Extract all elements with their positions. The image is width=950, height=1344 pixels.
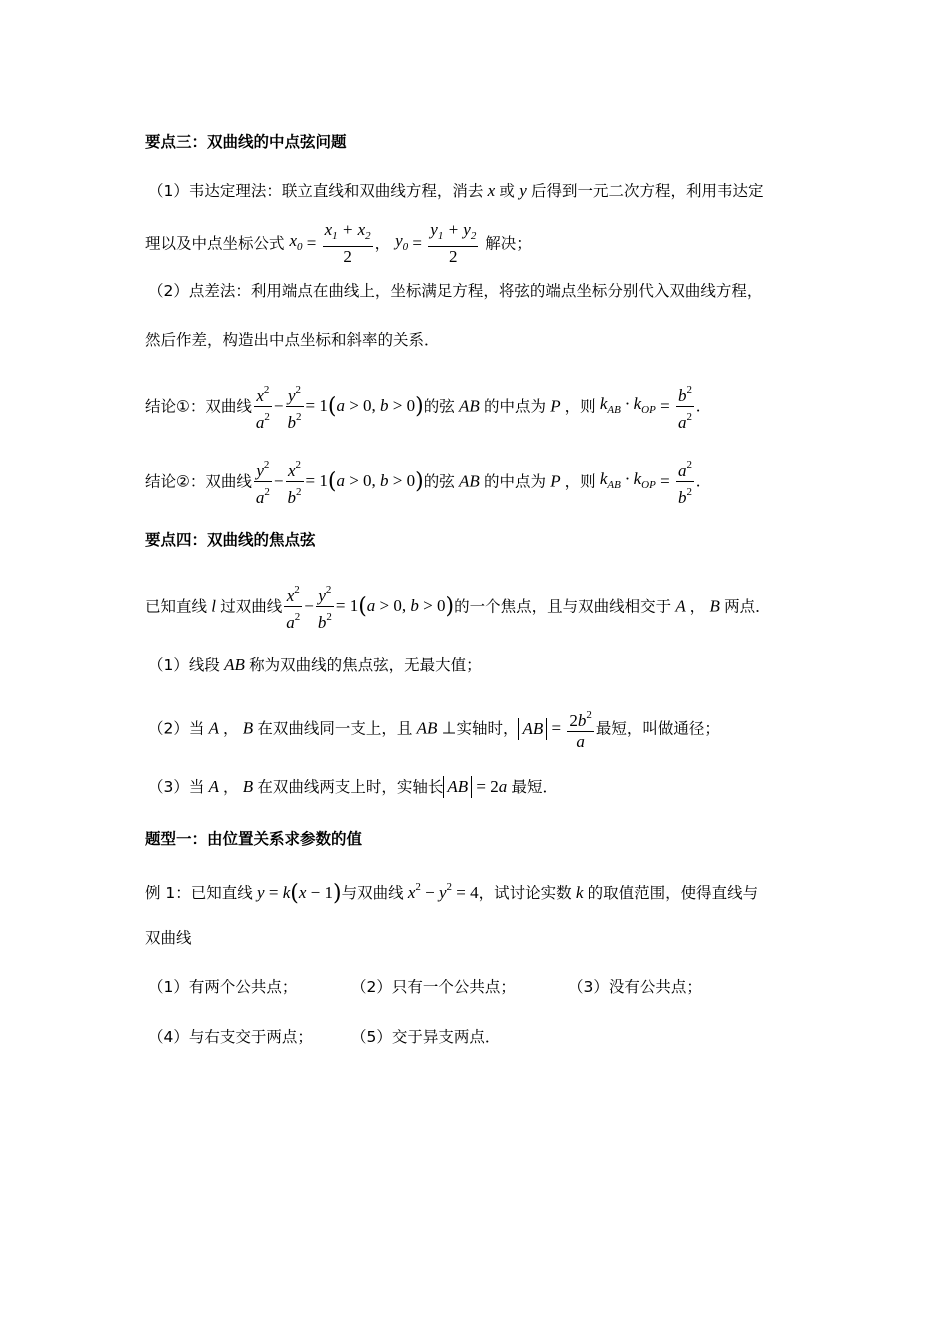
text: （2）当 [148, 719, 205, 738]
text: 的中点为 [484, 397, 547, 416]
text: 后得到一元二次方程，利用韦达定 [530, 182, 764, 200]
paragraph-vieta-method: （1）韦达定理法：联立直线和双曲线方程，消去 x 或 y 后得到一元二次方程，利用韦达定 [148, 181, 764, 200]
text: 例 1：已知直线 [145, 884, 253, 902]
example-1-cont: 双曲线 [145, 929, 192, 947]
text: 最短，叫做通径； [595, 719, 720, 738]
text: 的一个焦点，且与双曲线相交于 [454, 597, 672, 616]
fraction: $\frac{y_1 + y_2}{2}$ [430, 220, 477, 266]
text: 两点． [724, 597, 771, 616]
focal-item-3: （3）当 A ， B 在双曲线两支上时，实轴长 AB = 2a 最短． [148, 777, 559, 796]
text: ，则 [564, 397, 596, 416]
example-1: 例 1：已知直线 y = k(x − 1)与双曲线 $x^2 - y^2 = 4$，试讨论实数 k 的取值范围，使得直线与 [145, 881, 759, 906]
text: ，则 [564, 472, 596, 491]
text: 已知直线 [145, 597, 208, 616]
paragraph-point-difference-cont: 然后作差，构造出中点坐标和斜率的关系． [145, 331, 440, 349]
section-title-parameter-values: 题型一：由位置关系求参数的值 [145, 830, 363, 848]
option-4: （4）与右支交于两点； [148, 1028, 313, 1046]
paragraph-midpoint-formula: 理以及中点坐标公式 $x_0$ = $\frac{x_1 + x_2}{2}$ ， $y_0$ = $\frac{y_1 + y_2}{2}$ 解决； [145, 220, 532, 266]
section-title-focal-chord: 要点四：双曲线的焦点弦 [145, 531, 316, 549]
text: 结论①：双曲线 [145, 397, 252, 416]
section-title-midpoint-chord: 要点三：双曲线的中点弦问题 [145, 133, 347, 151]
option-5: （5）交于异支两点． [351, 1028, 501, 1046]
text: 理以及中点坐标公式 [145, 234, 285, 253]
option-2: （2）只有一个公共点； [351, 978, 516, 996]
conclusion-1: 结论①：双曲线 $\frac{x^2}{a^2}$ − $\frac{y^2}{b^2}$ = 1(a > 0, b > 0)的弦 AB 的中点为 P ，则 $k_{AB} \cdot k_{OP}$ = $\frac{b^2}{a^2}$ . [145, 380, 700, 433]
text: 或 [499, 182, 515, 200]
text: 的弦 [423, 472, 455, 491]
conclusion-2: 结论②：双曲线 $\frac{y^2}{a^2}$ − $\frac{x^2}{b^2}$ = 1(a > 0, b > 0)的弦 AB 的中点为 P ，则 $k_{AB} \cdot k_{OP}$ = $\frac{a^2}{b^2}$ . [145, 455, 700, 508]
option-1: （1）有两个公共点； [148, 978, 298, 996]
focal-item-2: （2）当 A ， B 在双曲线同一支上，且 AB ⊥实轴时， AB = $\frac{2b^2}{a}$ 最短，叫做通径； [148, 705, 720, 752]
text: 在双曲线两支上时，实轴长 [257, 778, 444, 796]
text: 实轴时， [456, 719, 519, 738]
text: ，试讨论实数 [478, 884, 572, 902]
text: （3）当 [148, 778, 205, 796]
paragraph-point-difference: （2）点差法：利用端点在曲线上，坐标满足方程，将弦的端点坐标分别代入双曲线方程， [148, 282, 763, 300]
fraction: $\frac{x_1 + x_2}{2}$ [324, 220, 371, 266]
text: 与双曲线 [341, 884, 404, 902]
text: 在双曲线同一支上，且 [257, 719, 413, 738]
text: 的弦 [423, 397, 455, 416]
text: 的中点为 [484, 472, 547, 491]
text: 最短． [511, 778, 559, 796]
text: （1）线段 [148, 656, 220, 674]
focal-chord-intro: 已知直线 l 过双曲线 $\frac{x^2}{a^2}$ − $\frac{y^2}{b^2}$ = 1(a > 0, b > 0)的一个焦点，且与双曲线相交于 A ， B 两点． [145, 580, 771, 633]
option-3: （3）没有公共点； [568, 978, 702, 996]
focal-item-1: （1）线段 AB 称为双曲线的焦点弦，无最大值； [148, 655, 482, 674]
text: 结论②：双曲线 [145, 472, 252, 491]
text: 过双曲线 [220, 597, 283, 616]
text: 解决； [485, 234, 532, 253]
text: 的取值范围，使得直线与 [587, 884, 759, 902]
text: （1）韦达定理法：联立直线和双曲线方程，消去 [148, 182, 484, 200]
text: 称为双曲线的焦点弦，无最大值； [249, 656, 482, 674]
